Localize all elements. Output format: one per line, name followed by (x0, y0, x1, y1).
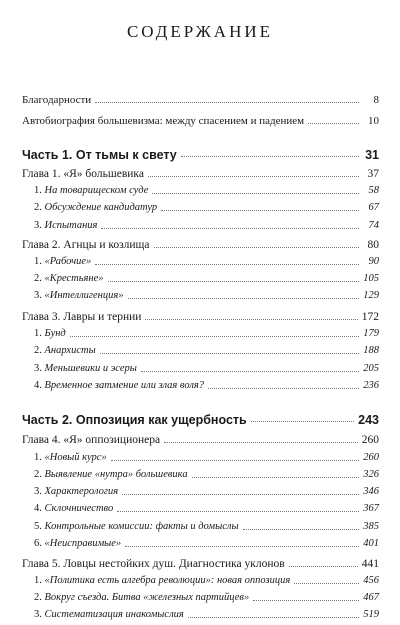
entry-title: На товарищеском суде (44, 185, 149, 196)
section-number: 1. (34, 452, 45, 463)
section-number: 4. (34, 503, 45, 514)
toc-entry-label (34, 503, 113, 514)
entry-title: Часть 2. Оппозиция как ущербность (22, 413, 247, 427)
toc-entry-label (34, 185, 148, 196)
dot-leader (111, 459, 359, 461)
dot-leader (152, 192, 359, 194)
section-number: 3. (34, 220, 45, 231)
page-number: 188 (363, 345, 379, 356)
dot-leader (192, 476, 359, 478)
dot-leader (308, 122, 359, 124)
page-number: 74 (368, 220, 379, 231)
entry-title: «Крестьяне» (44, 273, 104, 284)
section-number: 1. (34, 328, 45, 339)
toc-entry-section[interactable] (34, 486, 379, 502)
toc-entry-part[interactable] (22, 413, 379, 429)
entry-title: Склочничество (44, 503, 114, 514)
toc-entry-section[interactable] (34, 575, 379, 591)
page-number: 8 (373, 94, 379, 106)
section-number: 2. (34, 345, 45, 356)
entry-title: Благодарности (22, 94, 92, 106)
entry-title: Глава 5. Ловцы нестойких душ. Диагностика уклонов (22, 558, 285, 570)
toc-entry-label (22, 413, 247, 427)
section-number: 2. (34, 202, 45, 213)
toc-entry-label (22, 239, 150, 251)
dot-leader (154, 246, 360, 248)
entry-title: «Интеллигенция» (44, 290, 124, 301)
dot-leader (100, 352, 359, 354)
page-number: 519 (363, 609, 379, 620)
toc-entry-chapter[interactable] (22, 168, 379, 184)
page-number: 385 (363, 521, 379, 532)
entry-title: Обсуждение кандидатур (44, 202, 158, 213)
page-number: 105 (363, 273, 379, 284)
entry-title: «Неисправимые» (44, 538, 122, 549)
toc-entry-section[interactable] (34, 380, 379, 396)
entry-title: Меньшевики и эсеры (44, 363, 137, 374)
toc-entry-section[interactable] (34, 345, 379, 361)
toc-entry-label (34, 380, 204, 391)
page-number: 456 (363, 575, 379, 586)
dot-leader (95, 101, 359, 103)
toc-entry-section[interactable] (34, 185, 379, 201)
toc-entry-label (22, 148, 177, 162)
entry-title: «Рабочие» (44, 256, 92, 267)
section-number: 1. (34, 256, 45, 267)
toc-entry-label (34, 202, 157, 213)
section-number: 2. (34, 469, 45, 480)
toc-entry-label (22, 94, 91, 106)
dot-leader (289, 565, 358, 567)
toc-entry-label (34, 521, 239, 532)
page-number: 80 (367, 239, 379, 251)
section-number: 3. (34, 486, 45, 497)
entry-title: Характерология (44, 486, 119, 497)
toc-entry-label (22, 311, 141, 323)
page-number: 31 (365, 148, 379, 162)
toc-entry-label (34, 575, 290, 586)
dot-leader (148, 175, 359, 177)
toc-entry-section[interactable] (34, 452, 379, 468)
section-number: 2. (34, 273, 45, 284)
dot-leader (128, 297, 359, 299)
page-number: 467 (363, 592, 379, 603)
toc-entry-chapter[interactable] (22, 239, 379, 255)
dot-leader (70, 335, 359, 337)
toc-entry-label (34, 273, 104, 284)
toc-entry-label (34, 290, 124, 301)
toc-entry-label (34, 452, 107, 463)
dot-leader (208, 387, 359, 389)
page-number: 58 (368, 185, 379, 196)
toc-entry-section[interactable] (34, 521, 379, 537)
entry-title: Автобиография большевизма: между спасением и падением (22, 115, 305, 127)
toc-entry-front[interactable] (22, 94, 379, 110)
toc-entry-section[interactable] (34, 273, 379, 289)
entry-title: Временное затмение или злая воля? (44, 380, 205, 391)
entry-title: Вокруг съезда. Битва «железных партийцев» (44, 592, 250, 603)
toc-entry-label (22, 168, 144, 180)
entry-title: Испытания (44, 220, 98, 231)
entry-title: Глава 2. Агнцы и козлища (22, 239, 150, 251)
dot-leader (108, 280, 359, 282)
dot-leader (243, 528, 359, 530)
entry-title: Глава 3. Лавры и тернии (22, 311, 142, 323)
toc-entry-label (22, 434, 160, 446)
page-number: 179 (363, 328, 379, 339)
section-number: 3. (34, 363, 45, 374)
entry-title: Анархисты (44, 345, 96, 356)
toc-entry-section[interactable] (34, 538, 379, 554)
entry-title: Выявление «нутра» большевика (44, 469, 188, 480)
toc-entry-chapter[interactable] (22, 311, 379, 327)
dot-leader (145, 318, 357, 320)
page-number: 326 (363, 469, 379, 480)
section-number: 2. (34, 592, 45, 603)
dot-leader (161, 209, 359, 211)
page-number: 260 (361, 434, 379, 446)
dot-leader (101, 227, 359, 229)
toc-entry-section[interactable] (34, 290, 379, 306)
page-title: СОДЕРЖАНИЕ (126, 22, 274, 41)
section-number: 4. (34, 380, 45, 391)
toc-entry-label (34, 609, 184, 620)
dot-leader (141, 370, 359, 372)
page-number: 346 (363, 486, 379, 497)
toc-entry-chapter[interactable] (22, 558, 379, 574)
dot-leader (122, 493, 359, 495)
page-number: 441 (361, 558, 379, 570)
entry-title: Контрольные комиссии: факты и домыслы (44, 521, 239, 532)
page-number: 367 (363, 503, 379, 514)
entry-title: «Новый курс» (44, 452, 107, 463)
section-number: 1. (34, 185, 45, 196)
page-number: 205 (363, 363, 379, 374)
toc-entry-label (34, 592, 249, 603)
dot-leader (125, 545, 359, 547)
section-number: 1. (34, 575, 45, 586)
toc-entry-section[interactable] (34, 469, 379, 485)
page-number: 236 (363, 380, 379, 391)
toc-entry-label (34, 220, 97, 231)
entry-title: Часть 1. От тьмы к свету (22, 148, 177, 162)
section-number: 6. (34, 538, 45, 549)
page-number: 67 (368, 202, 379, 213)
entry-title: «Политика есть алгебра революции»: новая оппозиция (44, 575, 291, 586)
toc-entry-section[interactable] (34, 328, 379, 344)
section-number: 5. (34, 521, 45, 532)
toc-entry-label (34, 328, 66, 339)
toc-entry-label (34, 486, 118, 497)
page-number: 172 (361, 311, 379, 323)
toc-entry-part[interactable] (22, 148, 379, 164)
dot-leader (188, 616, 359, 618)
toc-entry-section[interactable] (34, 363, 379, 379)
toc-entry-front[interactable] (22, 115, 379, 131)
toc-entry-section[interactable] (34, 592, 379, 608)
page-number: 37 (367, 168, 379, 180)
toc-entry-label (34, 363, 137, 374)
toc-entry-section[interactable] (34, 503, 379, 519)
page-number: 10 (368, 115, 379, 127)
toc-entry-section[interactable] (34, 202, 379, 218)
toc-entry-label (22, 115, 304, 127)
dot-leader (294, 582, 359, 584)
section-number: 3. (34, 290, 45, 301)
toc-entry-section[interactable] (34, 220, 379, 236)
dot-leader (253, 599, 359, 601)
toc-entry-label (34, 345, 96, 356)
toc-entry-label (22, 558, 285, 570)
toc-entry-label (34, 538, 121, 549)
page-number: 401 (363, 538, 379, 549)
section-number: 3. (34, 609, 45, 620)
entry-title: Бунд (44, 328, 66, 339)
toc-entry-label (34, 256, 91, 267)
entry-title: Глава 4. «Я» оппозиционера (22, 434, 161, 446)
page-number: 243 (358, 413, 379, 427)
dot-leader (117, 510, 359, 512)
dot-leader (95, 263, 359, 265)
entry-title: Глава 1. «Я» большевика (22, 168, 144, 180)
toc-entry-label (34, 469, 188, 480)
dot-leader (164, 441, 358, 443)
dot-leader (181, 155, 359, 157)
toc-entry-section[interactable] (34, 256, 379, 272)
entry-title: Систематизация инакомыслия (44, 609, 184, 620)
page-number: 90 (368, 256, 379, 267)
page-number: 260 (363, 452, 379, 463)
page-number: 129 (363, 290, 379, 301)
toc-entry-chapter[interactable] (22, 434, 379, 450)
dot-leader (251, 420, 354, 422)
toc-entry-section[interactable] (34, 609, 379, 625)
